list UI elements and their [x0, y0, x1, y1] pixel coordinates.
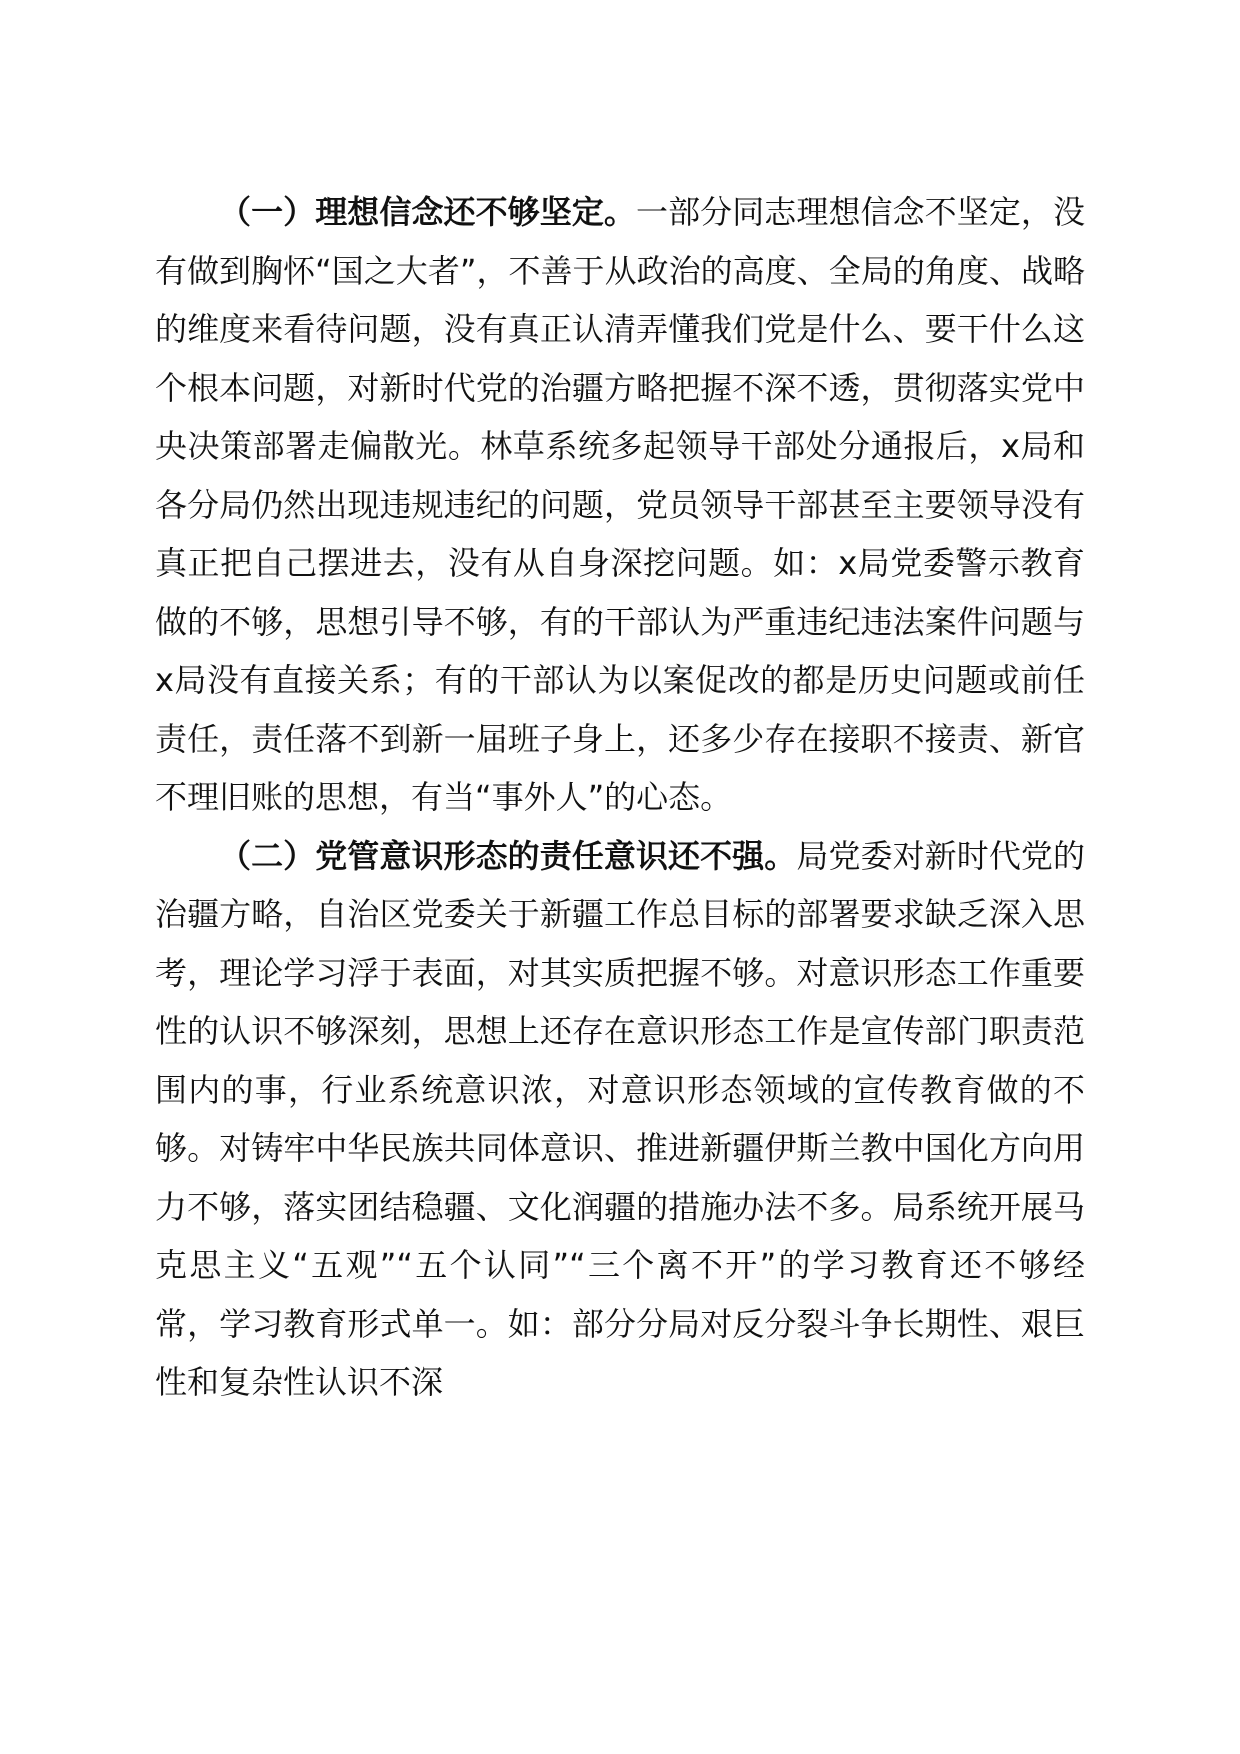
paragraph-ideology-responsibility [155, 827, 1085, 1412]
paragraph-text: 局党委对新时代党的治疆方略，自治区党委关于新疆工作总目标的部署要求缺乏深入思考，理论学习浮于表面，对其实质把握不够。对意识形态工作重要性的认识不够深刻，思想上还存在意识形态工作是宣传部门职责范围内的事，行业系统意识浓，对意识形态领域的宣传教育做的不够。对铸牢中华民族共同体意识、推进新疆伊斯兰教中国化方向用力不够，落实团结稳疆、文化润疆的措施办法不多。局系统开展马克思主义“五观”“五个认同”“三个离不开”的学习教育还不够经常，学习教育形式单一。如：部分分局对反分裂斗争长期性、艰巨性和复杂性认识不深 [155, 836, 1085, 1401]
paragraph-heading: （一）理想信念还不够坚定。 [219, 193, 636, 231]
paragraph-text: 一部分同志理想信念不坚定，没有做到胸怀“国之大者”，不善于从政治的高度、全局的角度、战略的维度来看待问题，没有真正认清弄懂我们党是什么、要干什么这个根本问题，对新时代党的治疆方略把握不深不透，贯彻落实党中央决策部署走偏散光。林草系统多起领导干部处分通报后，x局和各分局仍然出现违规违纪的问题，党员领导干部甚至主要领导没有真正把自己摆进去，没有从自身深挖问题。如：x局党委警示教育做的不够，思想引导不够，有的干部认为严重违纪违法案件问题与x局没有直接关系；有的干部认为以案促改的都是历史问题或前任责任，责任落不到新一届班子身上，还多少存在接职不接责、新官不理旧账的思想，有当“事外人”的心态。 [155, 193, 1085, 816]
paragraph-heading: （二）党管意识形态的责任意识还不强。 [219, 836, 797, 875]
paragraph-ideals-beliefs [155, 183, 1085, 827]
document-body [155, 183, 1085, 1412]
